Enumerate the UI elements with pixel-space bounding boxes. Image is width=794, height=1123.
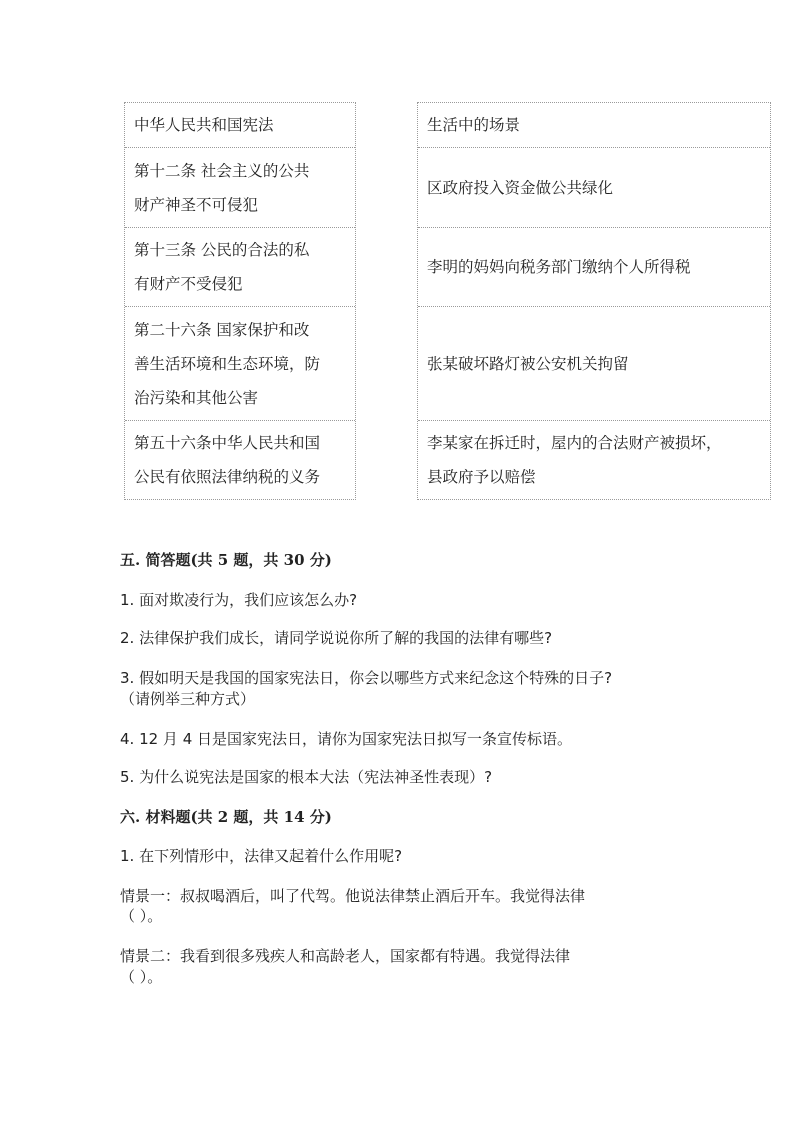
question-1: 1. 面对欺凌行为，我们应该怎么办? bbox=[120, 591, 358, 609]
question-5: 5. 为什么说宪法是国家的根本大法（宪法神圣性表现）? bbox=[120, 768, 493, 786]
material-question-1: 1. 在下列情形中，法律又起着什么作用呢? bbox=[120, 847, 403, 865]
constitution-row-line: 财产神圣不可侵犯 bbox=[134, 195, 259, 214]
constitution-row-line: 第十三条 公民的合法的私 bbox=[134, 241, 310, 259]
constitution-table bbox=[124, 102, 356, 500]
question-2: 2. 法律保护我们成长，请同学说说你所了解的我国的法律有哪些? bbox=[120, 629, 553, 647]
constitution-row-line: 第二十六条 国家保护和改 bbox=[134, 320, 310, 339]
scenario-header bbox=[418, 103, 770, 147]
scene-2-line: 情景二：我看到很多残疾人和高龄老人，国家都有特遇。我觉得法律 bbox=[120, 947, 571, 965]
scene-2-blank: （ ）。 bbox=[120, 968, 163, 986]
scene-1-line: 情景一：叔叔喝酒后，叫了代驾。他说法律禁止酒后开车。我觉得法律 bbox=[120, 887, 586, 905]
section-6-title: 六. 材料题(共 2 题，共 14 分) bbox=[120, 808, 332, 826]
scenario-row-line: 区政府投入资金做公共绿化 bbox=[427, 178, 614, 197]
question-3: 3. 假如明天是我国的国家宪法日，你会以哪些方式来纪念这个特殊的日子? bbox=[120, 669, 613, 687]
scenario-row bbox=[418, 227, 770, 306]
constitution-row-line: 第十二条 社会主义的公共 bbox=[134, 161, 310, 180]
constitution-row bbox=[125, 147, 355, 227]
scenario-row-line: 县政府予以赔偿 bbox=[427, 468, 536, 486]
scenario-row bbox=[418, 147, 770, 227]
scenario-row bbox=[418, 420, 770, 499]
constitution-row-line: 第五十六条中华人民共和国 bbox=[134, 434, 321, 452]
scenario-table bbox=[417, 102, 771, 500]
scene-1-blank: （ ）。 bbox=[120, 907, 163, 925]
constitution-row-line: 善生活环境和生态环境，防 bbox=[134, 354, 321, 373]
scenario-header-text: 生活中的场景 bbox=[427, 116, 521, 134]
scenario-row-line: 李某家在拆迁时，屋内的合法财产被损坏， bbox=[427, 434, 722, 452]
question-4: 4. 12 月 4 日是国家宪法日，请你为国家宪法日拟写一条宣传标语。 bbox=[120, 730, 573, 748]
constitution-row bbox=[125, 227, 355, 306]
scenario-row-line: 张某破坏路灯被公安机关拘留 bbox=[427, 354, 629, 373]
question-3-note: （请例举三种方式） bbox=[120, 690, 256, 708]
constitution-row bbox=[125, 420, 355, 499]
constitution-header-text: 中华人民共和国宪法 bbox=[134, 116, 274, 134]
constitution-header bbox=[125, 103, 355, 147]
constitution-row bbox=[125, 306, 355, 420]
scenario-row bbox=[418, 306, 770, 420]
constitution-row-line: 治污染和其他公害 bbox=[134, 388, 259, 407]
constitution-row-line: 公民有依照法律纳税的义务 bbox=[134, 468, 321, 486]
scenario-row-line: 李明的妈妈向税务部门缴纳个人所得税 bbox=[427, 258, 691, 276]
constitution-row-line: 有财产不受侵犯 bbox=[134, 275, 243, 293]
section-5-title: 五. 简答题(共 5 题，共 30 分) bbox=[120, 551, 332, 569]
